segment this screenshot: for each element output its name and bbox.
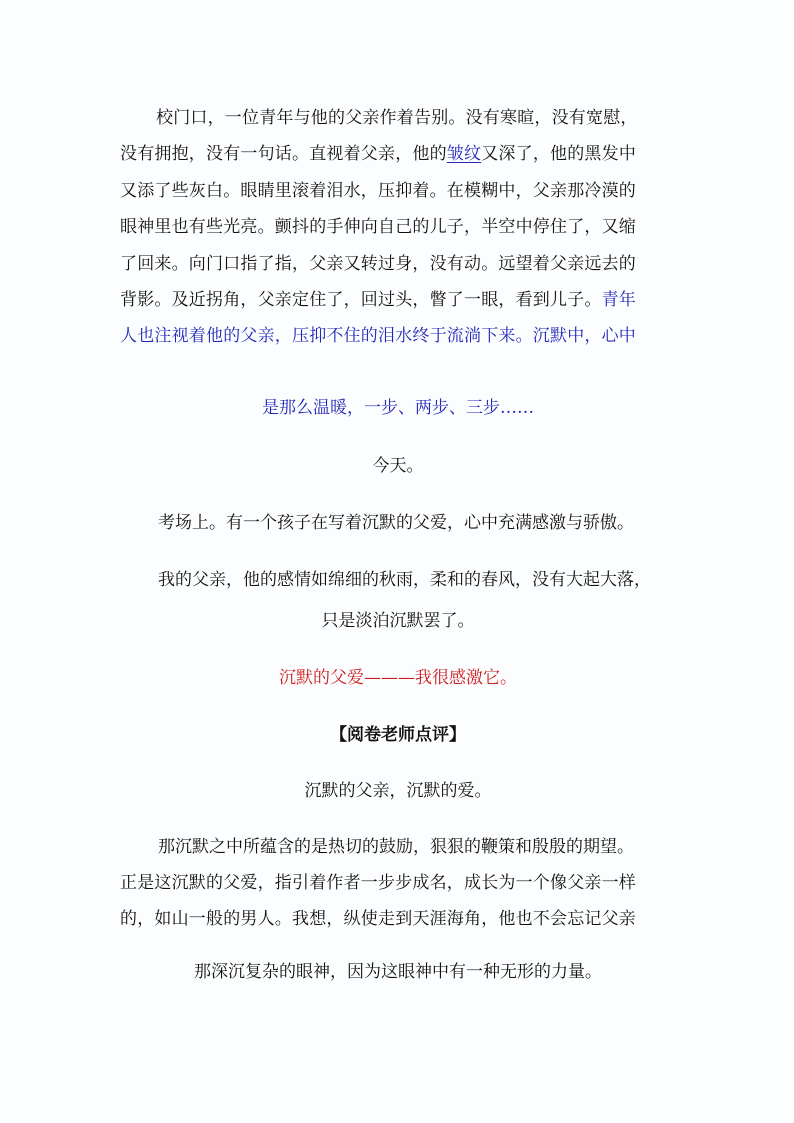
story-line-7-blue: 人也注视着他的父亲，压抑不住的泪水终于流淌下来。沉默中，心中 — [120, 326, 636, 347]
story-line-5: 了回来。向门口指了指，父亲又转过身，没有动。远望着父亲远去的 — [120, 253, 636, 274]
father-line-2: 只是淡泊沉默罢了。 — [321, 611, 475, 631]
red-highlight-line: 沉默的父爱———我很感激它。 — [279, 668, 517, 688]
story-line-8-blue: 是那么温暖，一步、两步、三步…… — [262, 398, 534, 418]
story-paragraph — [120, 100, 676, 355]
review-line-3: 的，如山一般的男人。我想，纵使走到天涯海角，他也不会忘记父亲 — [120, 909, 636, 930]
review-line-1: 那沉默之中所蕴含的是热切的鼓励，狠狠的鞭策和殷殷的期望。 — [158, 837, 634, 857]
story-line-6-blue: 青年 — [601, 290, 637, 311]
review-line-4: 那深沉复杂的眼神，因为这眼神中有一种无形的力量。 — [194, 962, 602, 982]
story-line-1: 校门口，一位青年与他的父亲作着告别。没有寒暄，没有宽慰， — [156, 108, 638, 128]
story-line-4: 眼神里也有些光亮。颤抖的手伸向自己的儿子，半空中停住了，又缩 — [120, 217, 636, 238]
wrinkle-link[interactable]: 皱纹 — [446, 144, 482, 165]
review-heading: 【阅卷老师点评】 — [330, 725, 466, 745]
today-line: 今天。 — [372, 456, 424, 476]
review-line-2: 正是这沉默的父爱，指引着作者一步步成名，成长为一个像父亲一样 — [120, 873, 636, 893]
father-line-1: 我的父亲，他的感情如绵细的秋雨，柔和的春风，没有大起大落， — [158, 570, 651, 590]
story-line-2a: 没有拥抱，没有一句话。直视着父亲，他的 — [120, 144, 447, 165]
story-line-6a: 背影。及近拐角，父亲定住了，回过头，瞥了一眼，看到儿子。 — [120, 290, 602, 311]
exam-line: 考场上。有一个孩子在写着沉默的父爱，心中充满感激与骄傲。 — [158, 513, 634, 533]
review-subtitle: 沉默的父亲，沉默的爱。 — [304, 781, 492, 801]
story-line-3: 又添了些灰白。眼睛里滚着泪水，压抑着。在模糊中，父亲那冷漠的 — [120, 180, 636, 201]
review-body — [120, 865, 676, 938]
story-line-2b: 又深了，他的黑发中 — [481, 144, 637, 165]
